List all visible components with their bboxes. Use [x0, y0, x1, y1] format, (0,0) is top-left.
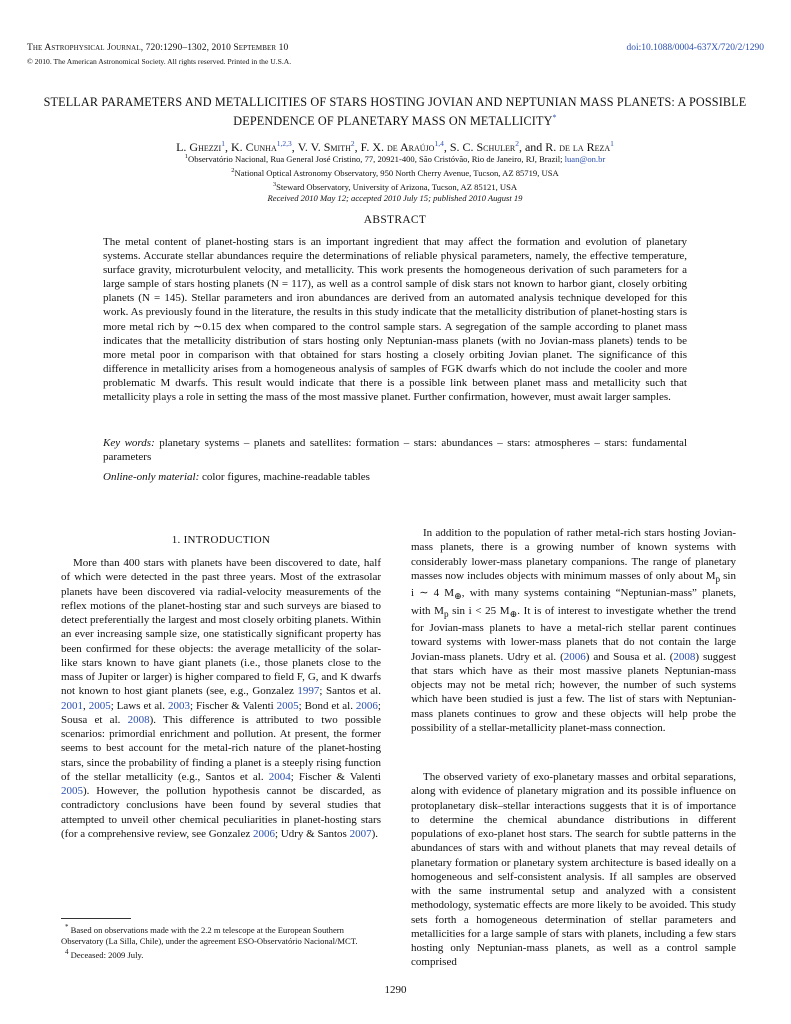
- citation-link[interactable]: 2001: [61, 699, 83, 712]
- citation-link[interactable]: 2006: [355, 699, 378, 712]
- text-run: ; Udry & Santos: [275, 827, 350, 840]
- author-affiliation-mark[interactable]: 1,2,3: [276, 139, 292, 148]
- citation-link[interactable]: 2007: [349, 827, 372, 840]
- footnote: [61, 947, 381, 961]
- footnote-mark: 4: [65, 947, 69, 956]
- author-name: S. C. Schuler: [449, 140, 516, 154]
- author-separator: , and: [518, 140, 546, 154]
- text-run: ). This difference is attributed to two possible scenarios: primordial enrichment and pollution. At present, the former seems to best account for the metal-rich nature of the planet-hosting stars, since the probability of finding a planet is a steeply rising function of the stellar metallicity (e.g., Santos et al.: [61, 713, 381, 783]
- text-run: More than 400 stars with planets have been discovered to date, half of which were detected in the past three years. Most of the extrasolar planets have been discovered via radial-velocity measurements of the reflex motions of the planet-hosting star and such surveys are biased to detect preferentially the largest and most closely orbiting planets. Within an ever increasing sample size, one statistically significant property has been confirmed for these objects: the average metallicity of the solar-like stars known to have giant planets (i.e., those planets close to the mass of Jupiter or larger) is higher compared to field F, G, and K dwarfs not known to host giant planets (see, e.g., Gonzalez: [61, 557, 381, 698]
- citation-link[interactable]: 2008: [673, 650, 696, 663]
- text-run: ) suggest that stars which have as their most massive planets Neptunian-mass objects may not be metal rich; however, the number of such systems which have been studied is just a few. The list of stars with Neptunian-mass planets continues to grow and these objects will help probe the possibility of a stellar-metallicity planet-mass connection.: [411, 650, 736, 734]
- online-material-text: color figures, machine-readable tables: [201, 471, 370, 483]
- title-footnote-mark[interactable]: *: [552, 113, 557, 122]
- footnote: [61, 922, 381, 947]
- intro-paragraph-2: [411, 526, 736, 735]
- affiliation-email-link[interactable]: luan@on.br: [564, 153, 606, 164]
- author-separator: ,: [354, 140, 361, 154]
- citation-link[interactable]: 2006: [253, 827, 275, 840]
- author-affiliation-mark[interactable]: 1: [221, 139, 225, 148]
- intro-paragraph-1: [61, 556, 381, 841]
- intro-paragraph-3: [411, 770, 736, 970]
- text-run: sin i ∼ 4 M: [411, 569, 736, 600]
- author-separator: ,: [443, 140, 450, 154]
- text-run: sin i < 25 M: [448, 604, 510, 617]
- author-affiliation-mark[interactable]: 1: [610, 139, 614, 148]
- text-run: In addition to the population of rather metal-rich stars hosting Jovian-mass planets, there is a growing number of known systems with considerably lower-mass planetary companions. The range of planetary masses now includes objects with minimum masses of only about M: [411, 527, 736, 582]
- text-run: ; Fischer & Valenti: [290, 770, 381, 783]
- text-run: ) and Sousa et al. (: [585, 650, 674, 663]
- author-name: R. de la Reza: [545, 140, 611, 154]
- author-name: K. Cunha: [230, 140, 277, 154]
- affiliations: [40, 151, 750, 204]
- text-run: ,: [83, 699, 89, 712]
- author-affiliation-mark[interactable]: 2: [350, 139, 355, 148]
- text-run: ; Sousa et al.: [61, 699, 381, 726]
- author-name: L. Ghezzi: [176, 140, 222, 154]
- citation-link[interactable]: 2005: [61, 785, 83, 797]
- citation-link[interactable]: 2005: [276, 699, 299, 712]
- citation-link[interactable]: 2004: [268, 770, 291, 783]
- citation-link[interactable]: 2008: [127, 713, 150, 726]
- keywords-text: planetary systems – planets and satellites: formation – stars: abundances – stars: atmospheres – stars: fundamental parameters: [103, 437, 687, 464]
- text-run: , with many systems containing “Neptunian-mass” planets, with M: [411, 587, 737, 617]
- section-heading-introduction: 1. INTRODUCTION: [171, 534, 271, 546]
- affiliation-line: [40, 151, 750, 165]
- journal-citation: The Astrophysical Journal, 720:1290–1302, 2010 September 10: [27, 43, 289, 53]
- text-run: ; Santos et al.: [319, 685, 381, 698]
- author-affiliation-mark[interactable]: 2: [515, 139, 519, 148]
- affiliation-mark: 3: [272, 180, 277, 188]
- title-text: STELLAR PARAMETERS AND METALLICITIES OF STARS HOSTING JOVIAN AND NEPTUNIAN MASS PLANETS: A POSSIBLE DEPENDENCE OF PLANETARY MASS ON METALLICITY: [43, 95, 747, 129]
- online-material: [103, 470, 687, 484]
- citation-link[interactable]: 2003: [167, 699, 190, 712]
- author-separator: ,: [224, 140, 231, 154]
- affiliation-text: Steward Observatory, University of Arizona, Tucson, AZ 85121, USA: [276, 181, 518, 192]
- text-run: The observed variety of exo-planetary masses and orbital separations, along with evidence of planetary migration and its possible influence on protoplanetary disk–stellar interactions suggests that it is of importance to determine the chemical abundance distributions in different populations of exo-planet host stars. The search for subtle patterns in the abundances of stars with and without planets that may reveal details of planetary formation or planetary system architecture is based ideally on a homogeneous and self-consistent analysis. If all samples are observed with the same instrumental setup and analyzed with a consistent methodology, systematic effects are more likely to be avoided. This study sets forth a homogeneous determination of stellar parameters and metallicities for a large sample of stars with planets, including a few stars hosting only Neptunian-mass planets, as well as a control sample comprised: [411, 771, 736, 969]
- abstract-text: The metal content of planet-hosting stars is an important ingredient that may affect the formation and evolution of planetary systems. Accurate stellar abundances require the determinations of reliable physical parameters, namely, the effective temperature, surface gravity, microturbulent velocity, and metallicity. This work presents the homogeneous derivation of such parameters for a large sample of stars hosting planets (N = 117), as well as a control sample of disk stars not known to harbor giant, closely orbiting planets (N = 145). Stellar parameters and iron abundances are derived from an automated analysis technique developed for this work. As previously found in the literature, the results in this study indicate that the metallicity distribution of planet-hosting stars is more metal rich by ∼0.15 dex when compared to the control sample stars. A segregation of the sample according to planet mass indicates that the metallicity distribution of stars hosting only Neptunian-mass planets (with no Jovian-mass planets) tends to be more metal poor in comparison with that obtained for stars hosting a closely orbiting Jovian planet. The significance of this difference in metallicity arises from a homogeneous analysis of samples of FGK dwarfs which do not include the cooler and more problematic M dwarfs. This result would indicate that there is a possible link between planet mass and metallicity such that metallicity plays a role in setting the mass of the most massive planet. Further confirmation, however, must await larger samples.: [103, 236, 687, 404]
- citation-link[interactable]: 2006: [563, 650, 586, 663]
- received-dates: Received 2010 May 12; accepted 2010 July 15; published 2010 August 19: [267, 192, 523, 203]
- subscript: ⊕: [454, 591, 462, 602]
- author-name: V. V. Smith: [297, 140, 351, 154]
- subscript: p: [443, 608, 449, 619]
- text-run: ; Bond et al.: [298, 699, 356, 712]
- author-affiliation-mark[interactable]: 1,4: [434, 139, 444, 148]
- subscript: ⊕: [509, 608, 518, 619]
- affiliation-mark: 1: [184, 153, 188, 160]
- doi-link[interactable]: doi:10.1088/0004-637X/720/2/1290: [626, 43, 764, 53]
- author-separator: ,: [291, 140, 298, 154]
- keywords-label: Key words:: [103, 437, 155, 449]
- affiliation-text: National Optical Astronomy Observatory, 950 North Cherry Avenue, Tucson, AZ 85719, USA: [234, 167, 559, 178]
- affiliation-line: [40, 179, 750, 193]
- footnote-text: Based on observations made with the 2.2 m telescope at the European Southern Observatory (La Silla, Chile), under the agreement ESO-Observatório Nacional/MCT.: [61, 924, 358, 946]
- text-run: ). However, the pollution hypothesis cannot be discarded, as contradictory conclusions have been found by several studies that attempted to unveil other chemical peculiarities in planet-hosting stars (for a comprehensive review, see Gonzalez: [61, 785, 381, 840]
- affiliation-line: [40, 165, 750, 179]
- text-run: ; Laws et al.: [110, 699, 168, 712]
- footnote-mark: *: [65, 923, 69, 931]
- citation-link[interactable]: 2005: [88, 699, 111, 712]
- online-material-label: Online-only material:: [103, 471, 200, 483]
- paper-title: [40, 95, 750, 129]
- footnotes: [61, 922, 381, 961]
- citation-link[interactable]: 1997: [297, 685, 320, 698]
- text-run: ; Fischer & Valenti: [189, 699, 277, 712]
- abstract-heading: ABSTRACT: [363, 214, 427, 226]
- text-run: . It is of interest to investigate whether the trend for Jovian-mass planets to have a metal-rich stellar parent continues toward systems with lower-mass planets that do not contain the large Jovian-mass planets. Udry et al. (: [411, 604, 736, 663]
- footnote-rule: [61, 918, 131, 919]
- keywords: [103, 436, 687, 464]
- received-line: [40, 193, 750, 204]
- affiliation-text: Observatório Nacional, Rua General José Cristino, 77, 20921-400, São Cristóvão, Rio de Janeiro, RJ, Brazil;: [187, 153, 565, 164]
- page-number: 1290: [384, 984, 407, 996]
- footnote-text: Deceased: 2009 July.: [70, 949, 144, 960]
- text-run: ).: [371, 827, 378, 840]
- subscript: p: [715, 573, 721, 584]
- affiliation-mark: 2: [231, 166, 235, 174]
- copyright-line: © 2010. The American Astronomical Society. All rights reserved. Printed in the U.S.A.: [27, 57, 292, 66]
- author-name: F. X. de Araújo: [360, 140, 435, 154]
